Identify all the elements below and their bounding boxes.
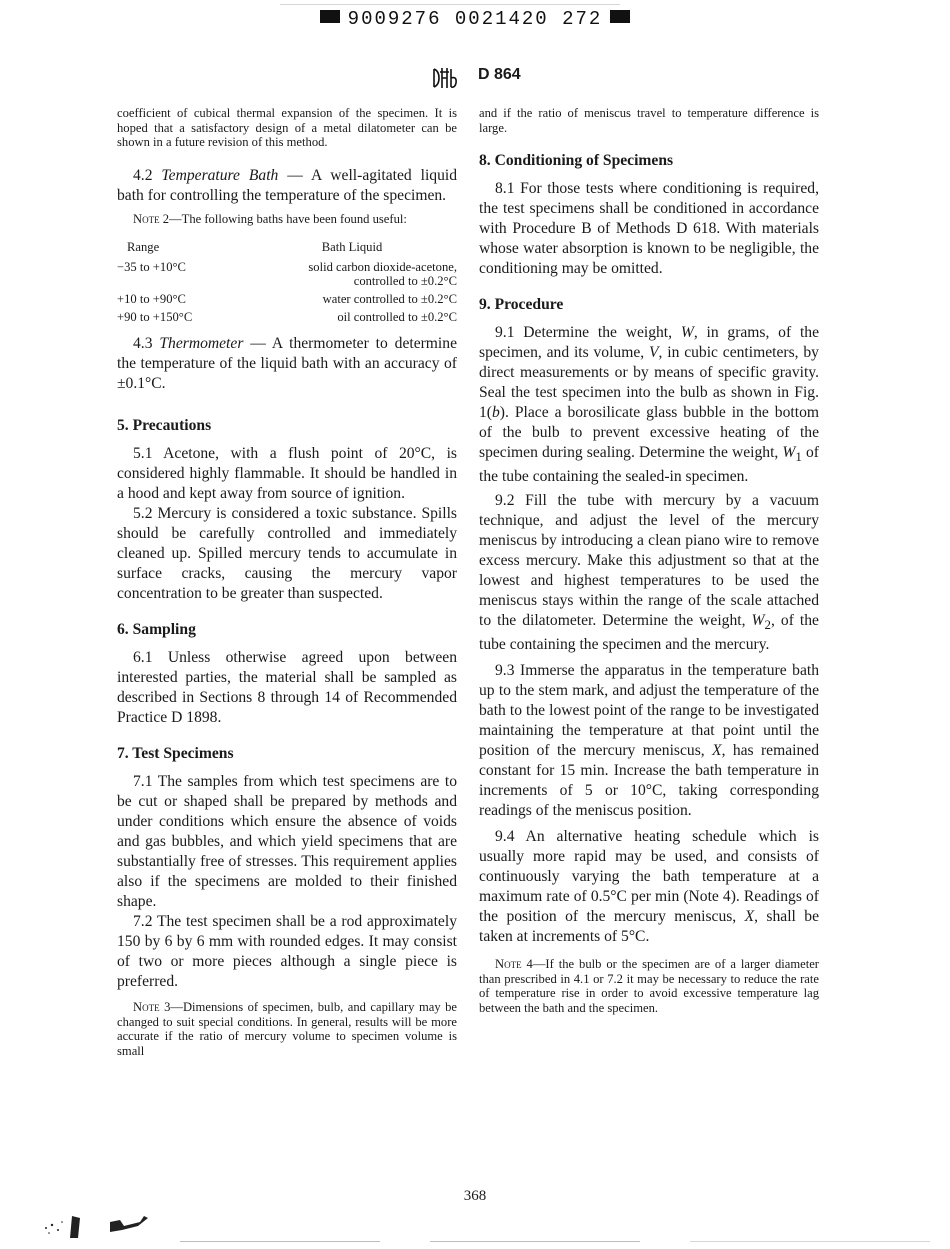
- text-run: of the tube containing the sealed-in specimen.: [479, 444, 820, 486]
- section-5-1: 5.1 Acetone, with a flush point of 20°C, is considered highly flammable. It should be handled in a hood and kept away from source of ignition.: [117, 445, 457, 502]
- heading-procedure: 9. Procedure: [479, 296, 564, 313]
- note-text: 2—The following baths have been found useful:: [159, 211, 407, 226]
- clause-text: — A thermometer to determine the temperature of the liquid bath with an accuracy of ±0.1°C.: [117, 335, 457, 392]
- scan-artifact-icon: [40, 1208, 160, 1240]
- clause-text: — A well-agitated liquid bath for controlling the temperature of the specimen.: [117, 166, 457, 204]
- heading-precautions: 5. Precautions: [117, 417, 212, 434]
- heading-test-specimens: 7. Test Specimens: [117, 745, 234, 762]
- table-row: [117, 292, 457, 310]
- heading-sampling: 6. Sampling: [117, 621, 196, 638]
- symbol-w2: W: [751, 612, 765, 630]
- subscript: 1: [795, 449, 802, 465]
- section-6-1: 6.1 Unless otherwise agreed upon between interested parties, the material shall be sampled as described in Sections 8 through 14 of Recommended Practice D 1898.: [117, 649, 457, 726]
- section-5-2: 5.2 Mercury is considered a toxic substance. Spills should be carefully controlled and immediately cleaned up. Spilled mercury tends to accumulate in surface cracks, causing the mercury vapor concentration to be greater than suspected.: [117, 505, 457, 602]
- section-4-3: [117, 334, 457, 394]
- text-run: 9.2 Fill the tube with mercury by a vacuum technique, and adjust the level of the mercury meniscus by introducing a clean piano wire to remove excess mercury. Make this adjustment so that at the lowest and highest temperatures to be used the meniscus stays within the range of the scale attached to the dilatometer. Determine the weight,: [479, 492, 819, 630]
- clause-number: 4.3: [133, 335, 160, 352]
- section-9-4: [479, 827, 819, 947]
- column-header-range: Range: [127, 240, 160, 254]
- note-3: [117, 1000, 457, 1058]
- table-header-row: [117, 240, 457, 260]
- continued-note: and if the ratio of meniscus travel to temperature difference is large.: [479, 106, 819, 135]
- section-9-1: [479, 323, 819, 487]
- bottom-scan-line: [430, 1241, 640, 1242]
- range-cell: −35 to +10°C: [117, 260, 186, 274]
- clause-number: 4.2: [133, 166, 162, 184]
- bottom-scan-line: [180, 1241, 380, 1242]
- barcode-block-right: [610, 10, 630, 23]
- note-text: 3—Dimensions of specimen, bulb, and capillary may be changed to suit special conditions. In general, results will be more accurate if the ratio of mercury volume to specimen volume is small: [117, 1000, 457, 1058]
- symbol-v: V: [649, 344, 659, 361]
- bottom-scan-line: [690, 1241, 930, 1242]
- text-run: ). Place a borosilicate glass bubble in the bottom of the bulb to prevent excessive heating of the specimen during sealing. Determine the weight,: [479, 404, 819, 461]
- subscript: 2: [764, 617, 772, 633]
- note-text: 4—If the bulb or the specimen are of a larger diameter than prescribed in 4.1 or 7.2 it may be necessary to reduce the rate of temperature rise in order to avoid excessive temperature lag between the bath and the specimen.: [479, 957, 819, 1015]
- text-run: , has remained constant for 15 min. Increase the bath temperature in increments of 5 or 10°C, taking corresponding readings of the meniscus position.: [479, 742, 819, 820]
- left-column: [117, 106, 457, 1058]
- section-9-3: [479, 661, 819, 821]
- liquid-cell: water controlled to ±0.2°C: [322, 292, 457, 306]
- text-run: , in cubic centimeters, by direct measurements or by means of specific gravity. Seal the test specimen into the bulb as shown in Fig. 1(: [479, 344, 819, 421]
- bath-table: [117, 240, 457, 328]
- figure-ref: b: [492, 404, 500, 421]
- text-run: , in grams, of the specimen, and its volume,: [479, 324, 819, 361]
- note-label: Note: [133, 211, 160, 226]
- clause-title: Thermometer: [159, 335, 244, 352]
- section-9-2: [479, 491, 819, 655]
- section-7-2: 7.2 The test specimen shall be a rod approximately 150 by 6 by 6 mm with rounded edges. It may consist of two or more pieces although a single piece is preferred.: [117, 913, 457, 990]
- right-column: [479, 106, 819, 1015]
- heading-conditioning: 8. Conditioning of Specimens: [479, 152, 674, 169]
- text-run: , of the tube containing the specimen and the mercury.: [479, 612, 819, 654]
- symbol-w1: W: [782, 444, 796, 461]
- text-run: 9.1 Determine the weight,: [495, 324, 681, 341]
- continued-paragraph: coefficient of cubical thermal expansion of the specimen. It is hoped that a satisfactory design of a metal dilatometer can be shown in a future revision of this method.: [117, 106, 457, 149]
- clause-title: Temperature Bath: [161, 166, 279, 184]
- range-cell: +10 to +90°C: [117, 292, 186, 306]
- top-scan-line: [280, 4, 620, 5]
- section-8-1: 8.1 For those tests where conditioning is required, the test specimens shall be conditioned in accordance with Procedure B of Methods D 618. With materials whose water absorption is known to be negligible, the conditioning may be omitted.: [479, 180, 819, 277]
- astm-logo-icon: [430, 66, 460, 90]
- table-row: [117, 260, 457, 292]
- liquid-cell: solid carbon dioxide-acetone, controlled to ±0.2°C: [308, 260, 457, 288]
- section-4-2: [117, 166, 457, 206]
- page-number: 368: [463, 1188, 487, 1204]
- table-row: [117, 310, 457, 328]
- standard-designation: D 864: [478, 66, 521, 83]
- note-2: [117, 212, 457, 227]
- section-7-1: 7.1 The samples from which test specimens are to be cut or shaped shall be prepared by methods and under conditions which ensure the absence of voids and gas bubbles, and which yield specimens that are substantially free of stresses. This requirement applies also if the specimens are molded to their finished shape.: [117, 773, 457, 910]
- note-label: Note: [495, 957, 522, 972]
- range-cell: +90 to +150°C: [117, 310, 193, 324]
- barcode-text: 9009276 0021420 272: [347, 8, 603, 30]
- symbol-x: X: [712, 742, 722, 760]
- text-run: 9.3 Immerse the apparatus in the temperature bath up to the stem mark, and adjust the temperature of the bath to the lowest point of the range to be investigated maintaining the temperature at that point until the position of the mercury meniscus,: [479, 662, 819, 760]
- symbol-w: W: [680, 324, 694, 341]
- document-barcode-line: [0, 8, 950, 30]
- note-4: [479, 957, 819, 1015]
- text-run: 9.4 An alternative heating schedule which is usually more rapid may be used, and consists of continuously varying the bath temperature at a maximum rate of 0.5°C per min (Note 4). Readings of the position of the mercury meniscus,: [479, 828, 819, 926]
- symbol-x: X: [744, 908, 755, 926]
- liquid-cell: oil controlled to ±0.2°C: [337, 310, 457, 324]
- column-header-liquid: Bath Liquid: [321, 240, 383, 254]
- note-label: Note: [133, 1000, 160, 1014]
- text-run: , shall be taken at increments of 5°C.: [479, 908, 819, 946]
- barcode-block-left: [320, 10, 340, 23]
